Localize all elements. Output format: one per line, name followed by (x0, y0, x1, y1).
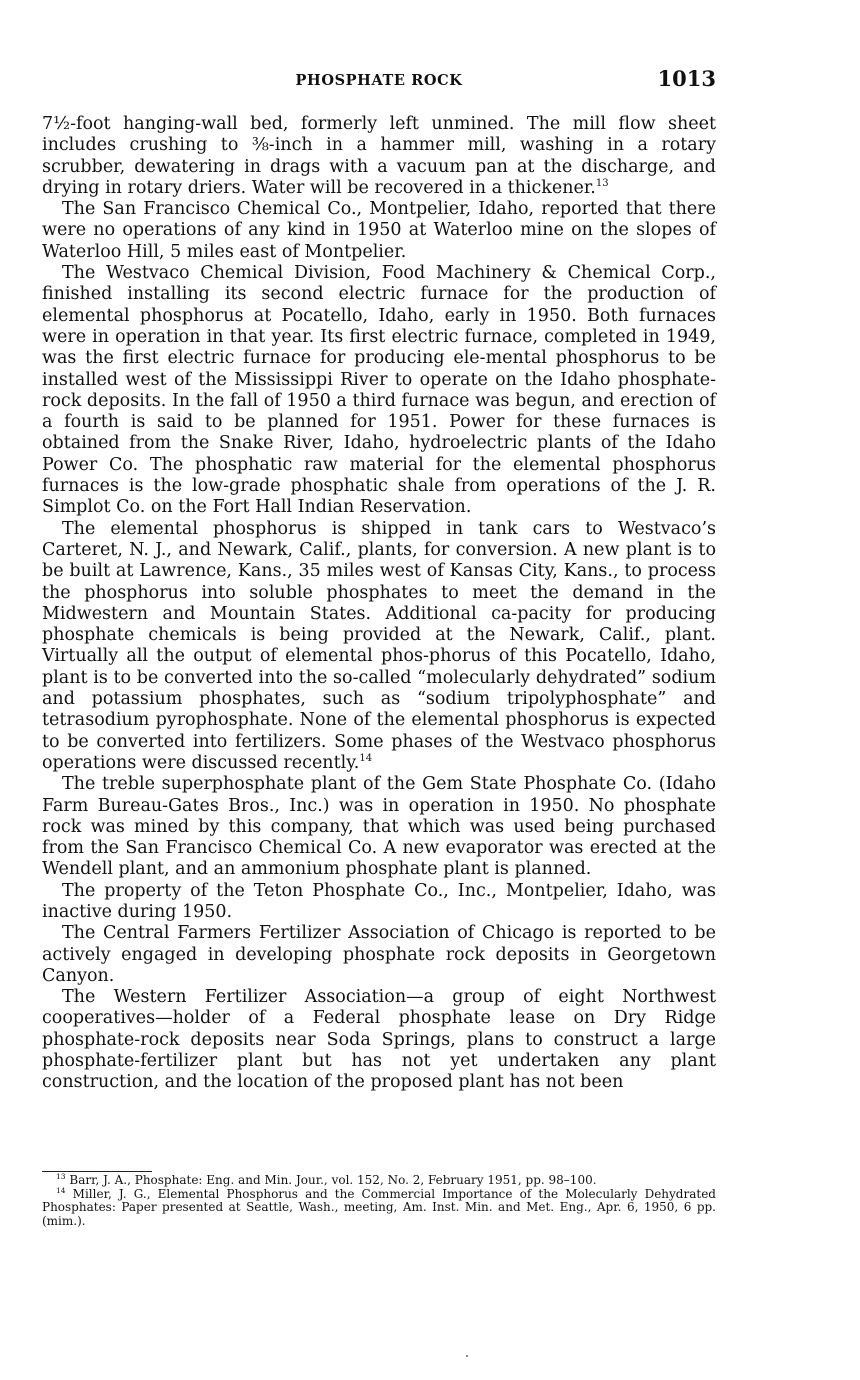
body-text (42, 114, 716, 1094)
paragraph-4 (42, 519, 716, 775)
paragraph-7: The Central Farmers Fertilizer Association of Chicago is reported to be actively engaged in developing phosphate rock deposits in Georgetown Canyon. (42, 923, 716, 986)
footnotes (42, 1174, 716, 1228)
paragraph-8: The Western Fertilizer Association—a group of eight Northwest cooperatives—holder of a Federal phosphate lease on Dry Ridge phosphate-rock deposits near Soda Springs, plans to construct a large phosphate-fertilizer plant but has not yet undertaken any plant construction, and the location of the proposed plant has not been (42, 987, 716, 1093)
paragraph-1-text: 7½-foot hanging-wall bed, formerly left unmined. The mill flow sheet includes crushing to ⅜-inch in a hammer mill, washing in a rotary scrubber, dewatering in drags with a vacuum pan at the discharge, and drying in rotary driers. Water will be recovered in a thickener. (42, 114, 716, 198)
paragraph-5: The treble superphosphate plant of the Gem State Phosphate Co. (Idaho Farm Bureau-Gates Bros., Inc.) was in operation in 1950. No phosphate rock was mined by this company, that which was used being purchased from the San Francisco Chemical Co. A new evaporator was erected at the Wendell plant, and an ammonium phosphate plant is planned. (42, 774, 716, 880)
paragraph-6: The property of the Teton Phosphate Co., Inc., Montpelier, Idaho, was inactive during 1950. (42, 880, 716, 922)
scan-speck (466, 1355, 468, 1357)
footnote-13 (42, 1174, 716, 1188)
footnote-ref-14: 14 (359, 753, 373, 765)
paragraph-2: The San Francisco Chemical Co., Montpelier, Idaho, reported that there were no operations of any kind in 1950 at Waterloo mine on the slopes of Waterloo Hill, 5 miles east of Montpelier. (42, 199, 716, 262)
footnote-14-mark: 14 (56, 1185, 66, 1195)
running-head (42, 66, 716, 96)
footnote-14 (42, 1185, 716, 1229)
footnote-ref-13: 13 (595, 178, 609, 190)
footnote-13-text: Barr, J. A., Phosphate: Eng. and Min. Jour., vol. 152, No. 2, February 1951, pp. 98–100. (69, 1173, 597, 1187)
paragraph-3: The Westvaco Chemical Division, Food Machinery & Chemical Corp., finished installing its second electric furnace for the production of elemental phosphorus at Pocatello, Idaho, early in 1950. Both furnaces were in operation in that year. Its first electric furnace, completed in 1949, was the first electric furnace for producing ele-mental phosphorus to be installed west of the Mississippi River to operate on the Idaho phosphate-rock deposits. In the fall of 1950 a third furnace was begun, and erection of a fourth is said to be planned for 1951. Power for these furnaces is obtained from the Snake River, Idaho, hydroelectric plants of the Idaho Power Co. The phosphatic raw material for the elemental phosphorus furnaces is the low-grade phosphatic shale from operations of the J. R. Simplot Co. on the Fort Hall Indian Reservation. (42, 263, 716, 518)
footnote-14-text: Miller, J. G., Elemental Phosphorus and the Commercial Importance of the Molecularly Dehydrated Phosphates: Paper presented at Seattle, Wash., meeting, Am. Inst. Min. and Met. Eng., Apr. 6, 1950, 6 pp. (mim.). (42, 1186, 716, 1228)
running-title: PHOSPHATE ROCK (295, 72, 463, 89)
footnote-13-mark: 13 (56, 1172, 66, 1181)
page-number: 1013 (657, 66, 716, 91)
paragraph-4-text: The elemental phosphorus is shipped in tank cars to Westvaco’s Carteret, N. J., and Newark, Calif., plants, for conversion. A new plant is to be built at Lawrence, Kans., 35 miles west of Kansas City, Kans., to process the phosphorus into soluble phosphates to meet the demand in the Midwestern and Mountain States. Additional ca-pacity for producing phosphate chemicals is being provided at the Newark, Calif., plant. Virtually all the output of elemental phos-phorus of this Pocatello, Idaho, plant is to be converted into the so-called “molecularly dehydrated” sodium and potassium phosphates, such as “sodium tripolyphosphate” and tetrasodium pyrophosphate. None of the elemental phosphorus is expected to be converted into fertilizers. Some phases of the Westvaco phosphorus operations were discussed recently. (42, 518, 716, 773)
paragraph-1 (42, 114, 716, 199)
